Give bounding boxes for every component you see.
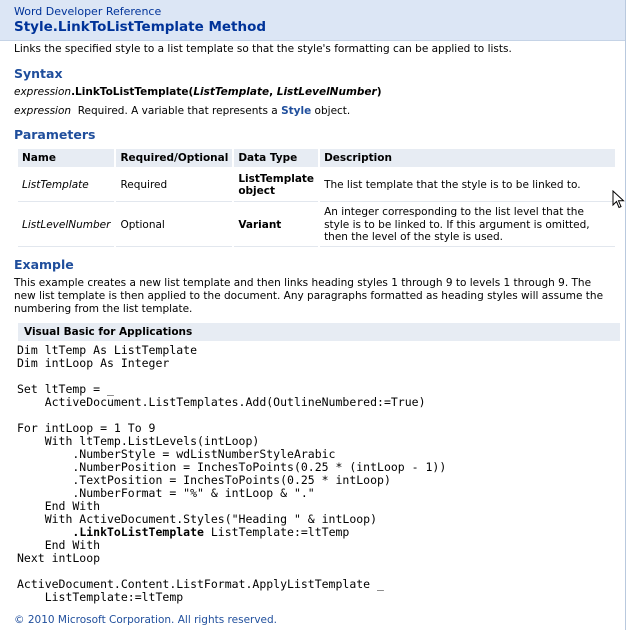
example-text: This example creates a new list template and then links heading styles 1 through 9 to levels 1 through 9. The new list template is then applied to the document. Any paragraphs formatted as heading styles will assume the numbering from the list template. bbox=[14, 276, 604, 315]
summary-text: Links the specified style to a list template so that the style's formatting can be applied to lists. bbox=[14, 43, 512, 55]
syntax-signature bbox=[14, 86, 615, 99]
code-line: .NumberPosition = InchesToPoints(0.25 * (intLoop - 1)) bbox=[17, 459, 447, 474]
col-type-header: Data Type bbox=[234, 149, 318, 167]
code-line: Next intLoop bbox=[17, 550, 101, 565]
code-line: .NumberFormat = "%" & intLoop & "." bbox=[17, 485, 315, 500]
page-title: Style.LinkToListTemplate Method bbox=[14, 19, 267, 35]
param-name: ListLevelNumber bbox=[22, 218, 111, 231]
syntax-heading: Syntax bbox=[14, 66, 63, 81]
code-line: Dim ltTemp As ListTemplate bbox=[17, 342, 198, 357]
code-line: ActiveDocument.Content.ListFormat.ApplyListTemplate _ bbox=[17, 576, 384, 591]
copyright-footer: © 2010 Microsoft Corporation. All rights reserved. bbox=[14, 613, 278, 626]
syntax-param-listlevelnumber: ListLevelNumber bbox=[276, 86, 377, 98]
code-sample bbox=[14, 341, 615, 604]
syntax-description bbox=[14, 105, 615, 118]
param-description: The list template that the style is to be linked to. bbox=[320, 169, 615, 202]
table-row bbox=[18, 169, 615, 202]
topic-body bbox=[0, 43, 625, 627]
reference-title: Word Developer Reference bbox=[14, 5, 162, 18]
code-line: ListTemplate:=ltTemp bbox=[17, 589, 184, 604]
code-line: End With bbox=[17, 498, 101, 513]
param-description: An integer corresponding to the list level that the style is to be linked to. If this argument is omitted, then the level of the style is used. bbox=[320, 204, 615, 247]
code-line: With ltTemp.ListLevels(intLoop) bbox=[17, 433, 260, 448]
parameters-heading: Parameters bbox=[14, 127, 96, 142]
syntax-separator: , bbox=[269, 86, 277, 98]
col-description-header: Description bbox=[320, 149, 615, 167]
parameters-table bbox=[16, 147, 617, 249]
style-link[interactable]: Style bbox=[281, 105, 312, 117]
code-language-header: Visual Basic for Applications bbox=[18, 323, 620, 341]
desc-text-b: object. bbox=[311, 105, 351, 117]
table-row bbox=[18, 204, 615, 247]
code-line: Dim intLoop As Integer bbox=[17, 355, 170, 370]
example-heading: Example bbox=[14, 256, 74, 272]
code-line: .TextPosition = InchesToPoints(0.25 * intLoop) bbox=[17, 472, 391, 487]
code-line: .NumberStyle = wdListNumberStyleArabic bbox=[17, 446, 336, 461]
desc-expression: expression bbox=[14, 105, 72, 117]
param-type: Variant bbox=[234, 204, 318, 247]
syntax-expression: expression bbox=[14, 86, 72, 98]
col-name-header: Name bbox=[18, 149, 114, 167]
syntax-method: .LinkToListTemplate( bbox=[71, 86, 194, 98]
code-line: Set ltTemp = _ bbox=[17, 381, 114, 396]
code-method-highlight: .LinkToListTemplate bbox=[72, 524, 204, 539]
param-name: ListTemplate bbox=[22, 178, 89, 191]
code-line: .LinkToListTemplate ListTemplate:=ltTemp bbox=[72, 524, 350, 539]
code-line: ActiveDocument.ListTemplates.Add(OutlineNumbered:=True) bbox=[17, 394, 426, 409]
code-line: For intLoop = 1 To 9 bbox=[17, 420, 156, 435]
syntax-param-listtemplate: ListTemplate bbox=[193, 86, 270, 98]
mouse-cursor-icon bbox=[612, 190, 626, 210]
syntax-close: ) bbox=[376, 86, 382, 98]
col-required-header: Required/Optional bbox=[116, 149, 232, 167]
code-line: End With bbox=[17, 537, 101, 552]
param-type: ListTemplate object bbox=[234, 169, 318, 202]
code-line: With ActiveDocument.Styles("Heading " & intLoop) bbox=[17, 511, 378, 526]
param-required: Optional bbox=[116, 204, 232, 247]
parameters-header-row bbox=[18, 149, 615, 167]
param-required: Required bbox=[116, 169, 232, 202]
window-edge bbox=[626, 0, 632, 630]
desc-text-a: Required. A variable that represents a bbox=[71, 105, 282, 117]
topic-header bbox=[0, 0, 625, 41]
